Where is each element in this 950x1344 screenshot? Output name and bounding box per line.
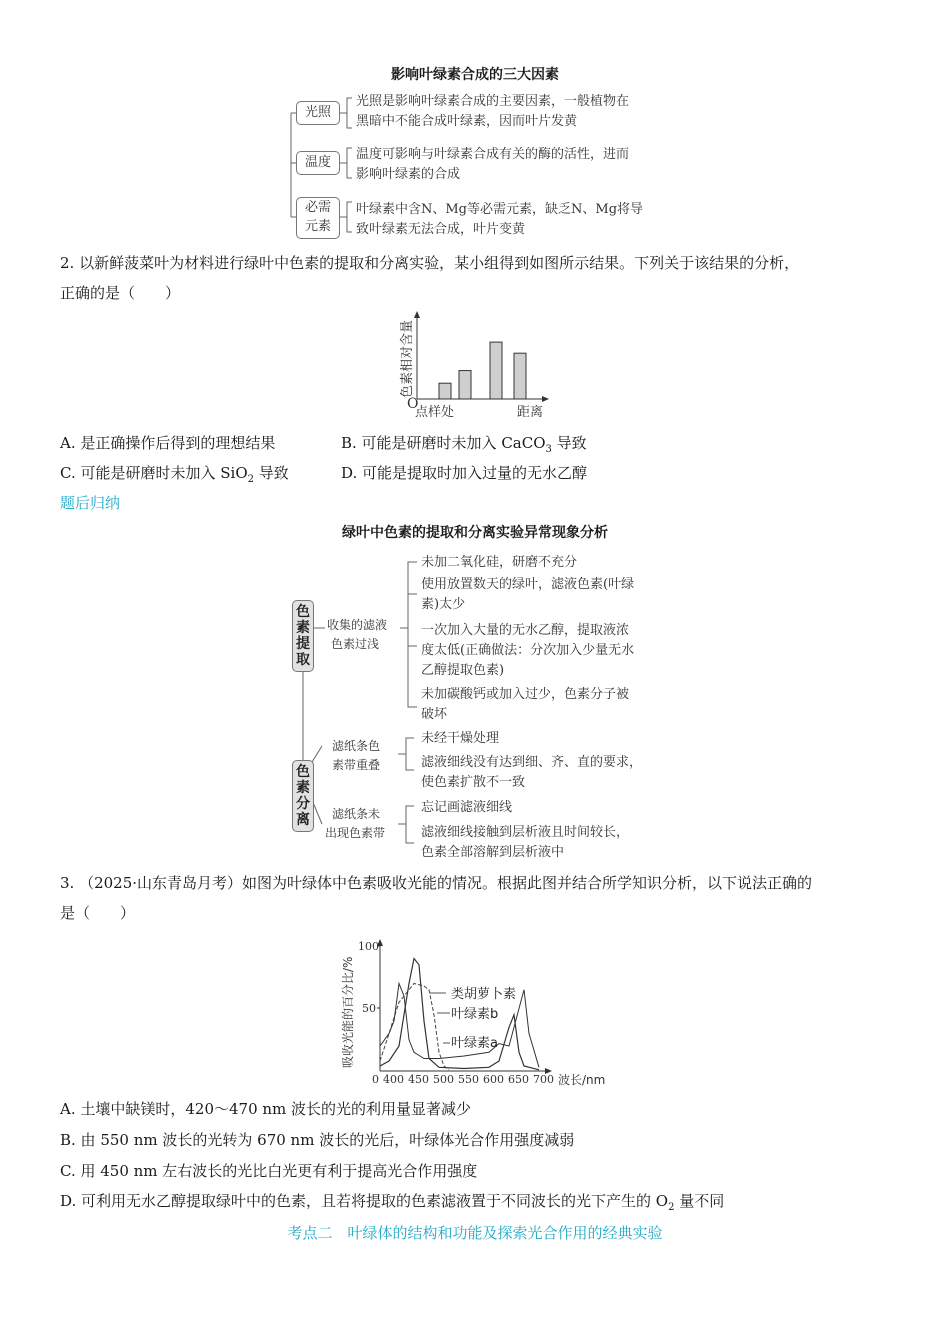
x-tick-0: 0: [372, 1073, 379, 1086]
factor-temperature-text: 温度可影响与叶绿素合成有关的酶的活性，进而 影响叶绿素的合成: [356, 147, 630, 182]
separate-overlap-item-2: 滤液细线没有达到细、齐、直的要求， 使色素扩散不一致: [421, 755, 643, 790]
q3-option-a[interactable]: A. 土壤中缺镁时，420～470 nm 波长的光的利用量显著减少: [60, 1100, 472, 1118]
x-tick-650: 650: [508, 1073, 529, 1086]
separate-overlap-item-1: 未经干燥处理: [421, 731, 500, 746]
factor-light-label: 光照: [296, 101, 340, 125]
x-tick-400: 400: [383, 1073, 404, 1086]
q3-option-c[interactable]: C. 用 450 nm 左右波长的光比白光更有利于提高光合作用强度: [60, 1162, 478, 1180]
separate-none-item-2: 滤液细线接触到层析液且时间较长， 色素全部溶解到层析液中: [421, 825, 630, 860]
chart-origin-label: O: [407, 396, 419, 412]
x-tick-600: 600: [483, 1073, 504, 1086]
legend-chlorophyll-b: 叶绿素b: [451, 1007, 499, 1022]
factor-element-label: 必需 元素: [296, 197, 340, 239]
chart-start-label: 点样处: [415, 405, 455, 420]
separate-none-item-1: 忘记画滤液细线: [421, 800, 513, 815]
x-tick-700: 700: [533, 1073, 554, 1086]
chart-y-label: 色素相对含量: [400, 319, 415, 398]
q3-option-b[interactable]: B. 由 550 nm 波长的光转为 670 nm 波长的光后，叶绿体光合作用强度减弱: [60, 1131, 575, 1149]
extract-item-1: 未加二氧化硅，研磨不充分: [421, 555, 578, 570]
q2-option-b[interactable]: B. 可能是研磨时未加入 CaCO$_3$ 导致: [341, 434, 587, 455]
summary-label: 题后归纳: [60, 494, 121, 512]
extract-item-2: 使用放置数天的绿叶，滤液色素(叶绿 素)太少: [421, 577, 635, 612]
section1-title: 影响叶绿素合成的三大因素: [391, 67, 559, 83]
legend-carotenoid: 类胡萝卜素: [451, 987, 517, 1002]
separate-label: 色 素 分 离: [292, 760, 314, 832]
y-tick-50: 50: [362, 1002, 376, 1015]
q3-option-d[interactable]: D. 可利用无水乙醇提取绿叶中的色素，且若将提取的色素滤液置于不同波长的光下产生的 $O_2$ 量不同: [60, 1192, 725, 1213]
y-tick-100: 100: [358, 940, 379, 953]
absorption-y-label: 吸收光能的百分比/%: [341, 956, 355, 1068]
q3-stem: 3. （2025·山东青岛月考）如图为叶绿体中色素吸收光能的情况。根据此图并结合所学知识分析，以下说法正确的 是（ ）: [60, 874, 813, 922]
x-tick-550: 550: [458, 1073, 479, 1086]
extract-item-4: 未加碳酸钙或加入过少，色素分子被 破坏: [421, 687, 630, 722]
section2-title: 绿叶中色素的提取和分离实验异常现象分析: [342, 525, 608, 541]
factor-element-text: 叶绿素中含N、Mg等必需元素，缺乏N、Mg将导 致叶绿素无法合成，叶片变黄: [356, 202, 644, 237]
q2-option-a[interactable]: A. 是正确操作后得到的理想结果: [60, 434, 276, 452]
x-tick-500: 500: [433, 1073, 454, 1086]
extract-item-3: 一次加入大量的无水乙醇，提取液浓 度太低(正确做法：分次加入少量无水 乙醇提取色素): [421, 623, 635, 678]
chart-x-label: 距离: [517, 405, 544, 420]
q2-stem: 2. 以新鲜菠菜叶为材料进行绿叶中色素的提取和分离实验，某小组得到如图所示结果。下列关于该结果的分析， 正确的是（ ）: [60, 254, 800, 302]
separate-subcategory-none: 滤纸条未 出现色素带: [325, 807, 386, 840]
factor-light-text: 光照是影响叶绿素合成的主要因素，一般植物在 黑暗中不能合成叶绿素，因而叶片发黄: [356, 94, 630, 129]
extract-label: 色 素 提 取: [292, 600, 314, 672]
separate-subcategory-overlap: 滤纸条色 素带重叠: [332, 739, 381, 772]
absorption-x-label: 波长/nm: [558, 1073, 606, 1087]
q2-option-d[interactable]: D. 可能是提取时加入过量的无水乙醇: [341, 464, 588, 482]
factor-temperature-label: 温度: [296, 151, 340, 175]
carotenoid-curve: [380, 984, 449, 1070]
q2-option-c[interactable]: C. 可能是研磨时未加入 SiO$_2$ 导致: [60, 464, 289, 485]
extract-subcategory: 收集的滤液 色素过浅: [327, 618, 388, 651]
section3-title: 考点二 叶绿体的结构和功能及探索光合作用的经典实验: [287, 1224, 663, 1242]
x-tick-450: 450: [408, 1073, 429, 1086]
legend-chlorophyll-a: 叶绿素a: [451, 1036, 498, 1051]
